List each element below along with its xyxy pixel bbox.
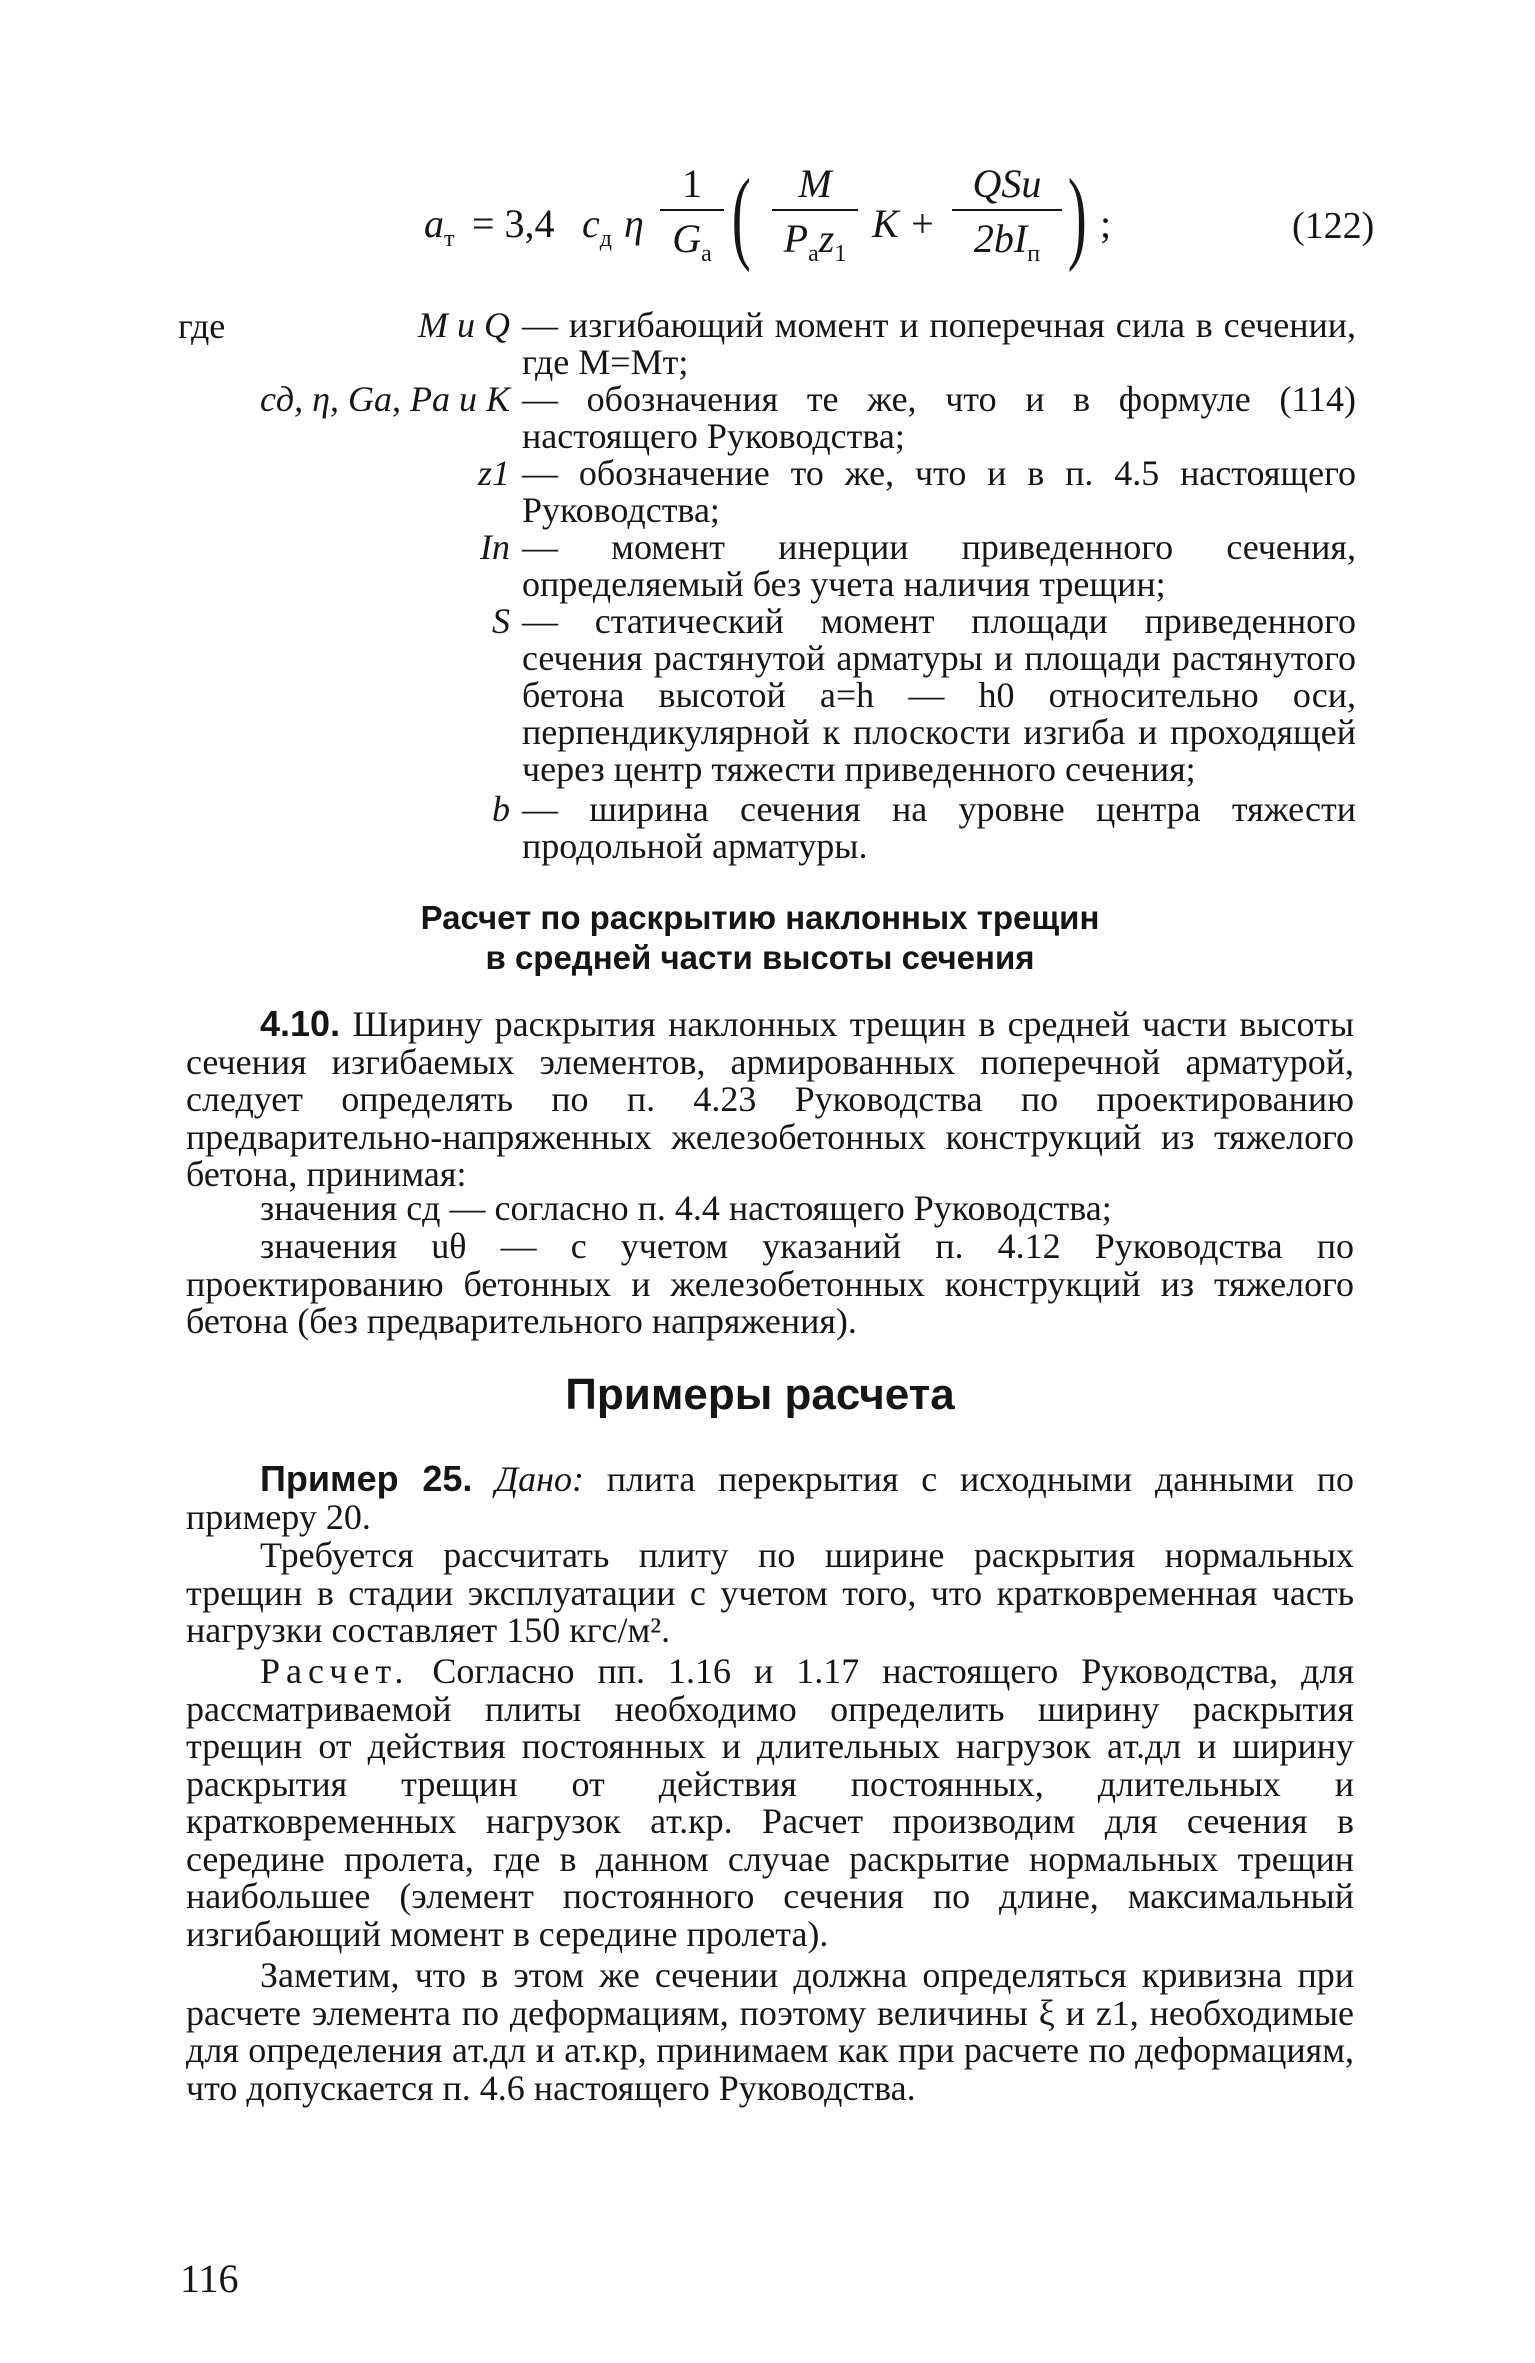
given-text: плита перекрытия с исходными данными по примеру 20. bbox=[186, 1459, 1355, 1537]
definition-symbol: b bbox=[492, 789, 510, 829]
formula-lhs: $a_т$ bbox=[424, 201, 455, 252]
where-label: где bbox=[178, 306, 226, 346]
clause-text: Ширину раскрытия наклонных трещин в средней части высоты сечения изгибаемых элементов, армированных поперечной арматурой, следует определять по п. 4.23 Руководства по проектированию предварительно-напряженных железобетонных конструкций из тяжелого бетона, принимая: bbox=[186, 1004, 1354, 1194]
definition-text: — статический момент площади приведенного сечения растянутой арматуры и площади растянутого бетона высотой a=h — h0 относительно оси, перпендикулярной к плоскости изгиба и проходящей через центр тяжести приведенного сечения; bbox=[522, 601, 1356, 789]
clause-number: 4.10. bbox=[260, 1003, 341, 1044]
definition-z1 bbox=[477, 453, 1356, 530]
list-item-utheta: значения uθ — с учетом указаний п. 4.12 Руководства по проектированию бетонных и железобетонных конструкций из тяжелого бетона (без предварительного напряжения). bbox=[186, 1226, 1354, 1341]
formula-semicolon: ; bbox=[1100, 201, 1112, 246]
definition-symbol: cд, η, Gа, Pа и K bbox=[259, 379, 510, 419]
formula-122 bbox=[424, 160, 1344, 280]
given-label: Дано: bbox=[495, 1459, 584, 1499]
section-subheading bbox=[160, 898, 1360, 978]
examples-heading: Примеры расчета bbox=[565, 1370, 955, 1419]
definition-In bbox=[480, 527, 1356, 604]
equation-number: (122) bbox=[1292, 205, 1375, 247]
formula-eta: η bbox=[624, 201, 644, 246]
page-number: 116 bbox=[180, 2256, 239, 2301]
example-25-required: Требуется рассчитать плиту по ширине раскрытия нормальных трещин в стадии эксплуатации с учетом того, что кратковременная часть нагрузки составляет 150 кгс/м². bbox=[186, 1535, 1354, 1650]
fraction-QSu-over-2bI: QSu $2bI_п$ bbox=[952, 160, 1062, 268]
fraction-M-over-Pz: M $P_аz_1$ bbox=[772, 160, 858, 268]
subheading-line-2: в средней части высоты сечения bbox=[485, 939, 1035, 976]
example-label: Пример 25. bbox=[260, 1458, 473, 1499]
definition-text: — ширина сечения на уровне центра тяжести продольной арматуры. bbox=[522, 789, 1356, 866]
list-item-cd: значения cд — согласно п. 4.4 настоящего Руководства; bbox=[260, 1188, 1112, 1228]
definition-symbol: z1 bbox=[477, 453, 510, 493]
definition-symbol: S bbox=[492, 601, 510, 641]
calculation-label: Расчет. bbox=[260, 1651, 410, 1691]
subheading-line-1: Расчет по раскрытию наклонных трещин bbox=[420, 899, 1100, 936]
definition-S bbox=[492, 601, 1356, 789]
definition-M-Q bbox=[418, 305, 1356, 382]
fraction-1-over-Ga: 1 $G_а$ bbox=[660, 160, 724, 268]
formula-coefficient: = 3,4 bbox=[472, 201, 555, 246]
left-paren: ( bbox=[731, 158, 751, 273]
definition-text: — момент инерции приведенного сечения, определяемый без учета наличия трещин; bbox=[522, 527, 1356, 604]
definition-symbol: M и Q bbox=[418, 305, 510, 345]
right-paren: ) bbox=[1067, 158, 1087, 273]
paragraph-4-10 bbox=[186, 1005, 1354, 1194]
definition-symbol: Iп bbox=[480, 527, 510, 567]
calculation-text: Согласно пп. 1.16 и 1.17 настоящего Руководства, для рассматриваемой плиты необходимо определить ширину раскрытия трещин от действия постоянных и длительных нагрузок aт.дл и ширину раскрытия трещин от действия постоянных, длительных и кратковременных нагрузок aт.кр. Расчет производим для сечения в середине пролета, где в данном случае раскрытие нормальных трещин наибольшее (элемент постоянного сечения по длине, максимальный изгибающий момент в середине пролета). bbox=[186, 1651, 1354, 1954]
definition-cd-eta-Ga-Pa-K bbox=[259, 379, 1356, 456]
example-25-note: Заметим, что в этом же сечении должна определяться кривизна при расчете элемента по деформациям, поэтому величины ξ и z1, необходимые для определения aт.дл и aт.кр, принимаем как при расчете по деформациям, что допускается п. 4.6 настоящего Руководства. bbox=[186, 1955, 1354, 2108]
definition-text: — изгибающий момент и поперечная сила в сечении, где M=Mт; bbox=[522, 305, 1356, 382]
example-25-given bbox=[186, 1460, 1354, 1536]
example-25-calculation bbox=[186, 1653, 1354, 1953]
formula-k-plus: K + bbox=[872, 201, 936, 246]
definition-text: — обозначение то же, что и в п. 4.5 настоящего Руководства; bbox=[522, 453, 1356, 530]
definition-text: — обозначения те же, что и в формуле (114) настоящего Руководства; bbox=[522, 379, 1356, 456]
formula-cd: $c_д$ bbox=[582, 201, 612, 252]
definition-b bbox=[492, 789, 1356, 866]
